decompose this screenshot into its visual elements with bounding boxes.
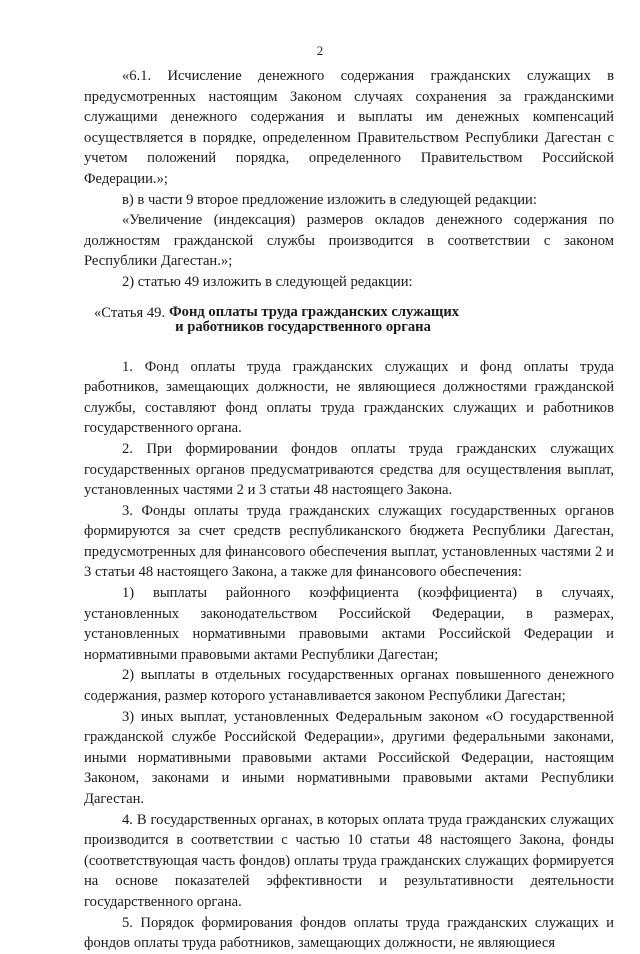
paragraph-subitem-2: 2) выплаты в отдельных государственных органах повышенного денежного содержания, размер которого устанавливается законом Республики Дагестан; xyxy=(84,667,614,705)
article-title-line-1: Фонд оплаты труда гражданских служащих xyxy=(169,303,460,320)
spacer xyxy=(84,335,614,357)
paragraph-item-2: 2. При формировании фондов оплаты труда гражданских служащих государственных органов предусматриваются средства для осуществления выплат, установленных частями 2 и 3 статьи 48 настоящего Закона. xyxy=(84,440,614,499)
document-body xyxy=(84,66,614,954)
paragraph-item-4: 4. В государственных органах, в которых оплата труда гражданских служащих производится в соответствии с частью 10 статьи 48 настоящего Закона, фонды (соответствующая часть фондов) оплаты труда гражданских служащих формируется на основе показателей эффективности и результативности деятельности государственного органа. xyxy=(84,811,614,910)
paragraph-subitem-1: 1) выплаты районного коэффициента (коэффициента) в случаях, установленных законодательством Российской Федерации, в размерах, установленных нормативными правовыми актами Российской Федерации и нормативными правовыми актами Республики Дагестан; xyxy=(84,585,614,663)
paragraph-6-1: «6.1. Исчисление денежного содержания гражданских служащих в предусмотренных настоящим Законом случаях сохранения за гражданскими служащими денежного содержания и выплаты им денежных компенсаций осуществляется в порядке, определенном Правительством Республики Дагестан с учетом положений порядка, определенного Правительством Российской Федерации.»; xyxy=(84,68,614,187)
page-number: 2 xyxy=(316,43,324,58)
paragraph-item-5: 5. Порядок формирования фондов оплаты труда гражданских служащих и фондов оплаты труда работников, замещающих должности, не являющиеся xyxy=(84,914,614,952)
paragraph-item-3: 3. Фонды оплаты труда гражданских служащих государственных органов формируются за счет средств республиканского бюджета Республики Дагестан, предусмотренных для финансового обеспечения выплат, установленных частями 2 и 3 статьи 48 настоящего Закона, а также для финансового обеспечения: xyxy=(84,502,614,581)
paragraph-item-1: 1. Фонд оплаты труда гражданских служащих и фонд оплаты труда работников, замещающих должности, не являющиеся должностями гражданской службы, составляют фонд оплаты труда гражданских служащих и работников государственного органа. xyxy=(84,358,614,437)
article-number: «Статья 49. xyxy=(94,304,166,321)
paragraph-indexation: «Увеличение (индексация) размеров окладов денежного содержания по должностям гражданской службы производится в соответствии с законом Республики Дагестан.»; xyxy=(84,212,614,270)
paragraph-part-9-instruction: в) в части 9 второе предложение изложить в следующей редакции: xyxy=(122,191,537,208)
paragraph-article-49-instruction: 2) статью 49 изложить в следующей редакции: xyxy=(122,273,413,290)
article-title-line-2: и работников государственного органа xyxy=(175,318,431,335)
article-heading xyxy=(84,303,614,335)
paragraph-subitem-3: 3) иных выплат, установленных Федеральным законом «О государственной гражданской службе Российской Федерации», другими федеральными законами, иными нормативными правовыми актами Российской Федерации, настоящим Законом, законами и иными нормативными правовыми актами Республики Дагестан. xyxy=(84,708,614,807)
article-title xyxy=(165,303,459,335)
